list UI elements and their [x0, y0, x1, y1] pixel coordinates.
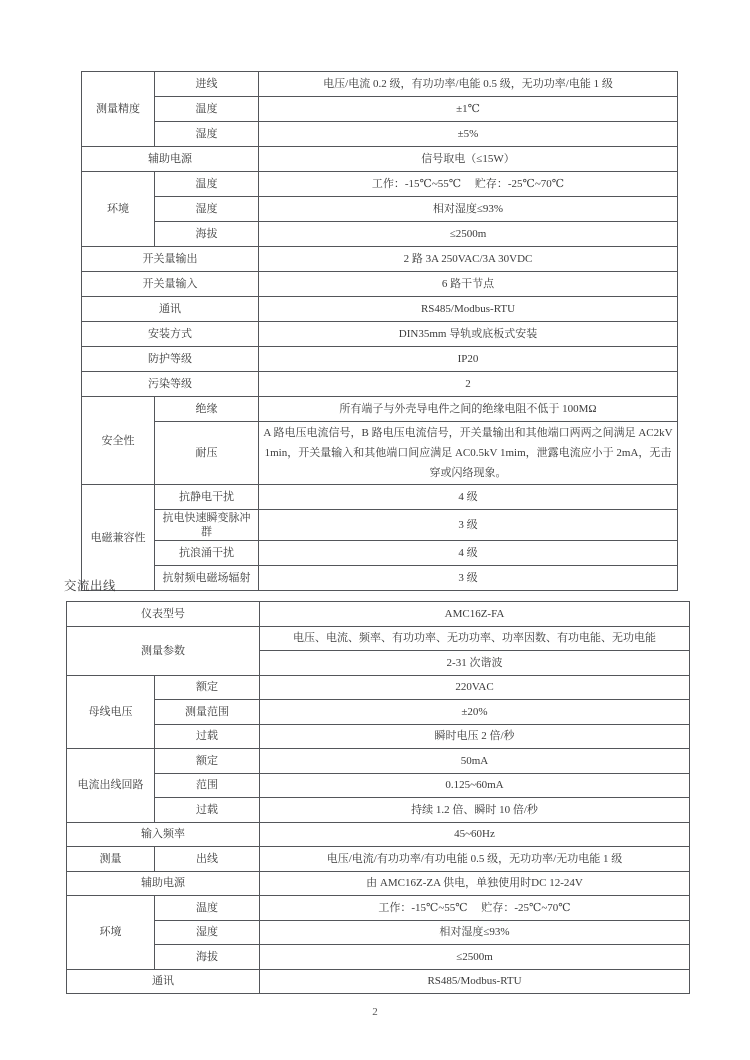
- spec-table-continued: [81, 71, 678, 591]
- cell-value: 电压/电流/有功功率/有功电能 0.5 级，无功功率/无功电能 1 级: [260, 847, 690, 872]
- cell-label: 湿度: [155, 920, 260, 945]
- cell-label: 抗静电干扰: [155, 485, 259, 510]
- cell-value: 相对湿度≤93%: [259, 197, 678, 222]
- table-row: [82, 297, 678, 322]
- table-row: [82, 510, 678, 541]
- table-row: [82, 347, 678, 372]
- cell-label: 进线: [155, 72, 259, 97]
- cell-value: 0.125~60mA: [260, 773, 690, 798]
- table-row: [67, 871, 690, 896]
- cell-label: 电磁兼容性: [82, 485, 155, 591]
- cell-value: 由 AMC16Z-ZA 供电，单独使用时DC 12-24V: [260, 871, 690, 896]
- cell-value: 4 级: [259, 541, 678, 566]
- cell-label: 海拔: [155, 945, 260, 970]
- cell-value: 6 路干节点: [259, 272, 678, 297]
- table-row: [67, 700, 690, 725]
- cell-label: 测量精度: [82, 72, 155, 147]
- cell-label: 辅助电源: [82, 147, 259, 172]
- cell-value: IP20: [259, 347, 678, 372]
- cell-value: ±1℃: [259, 97, 678, 122]
- cell-label: 环境: [67, 896, 155, 970]
- cell-label: 安装方式: [82, 322, 259, 347]
- table-row: [67, 602, 690, 627]
- cell-value: RS485/Modbus-RTU: [260, 969, 690, 994]
- cell-value: ≤2500m: [260, 945, 690, 970]
- table-row: [82, 172, 678, 197]
- table-row: [82, 397, 678, 422]
- cell-label: 耐压: [155, 422, 259, 485]
- cell-label: 污染等级: [82, 372, 259, 397]
- table-row: [67, 969, 690, 994]
- table-row: [67, 798, 690, 823]
- table-row: [67, 847, 690, 872]
- table-row: [67, 920, 690, 945]
- spec-table-2-body: [67, 602, 690, 994]
- cell-label: 环境: [82, 172, 155, 247]
- cell-label: 输入频率: [67, 822, 260, 847]
- cell-label: 出线: [155, 847, 260, 872]
- cell-label: 测量参数: [67, 626, 260, 675]
- cell-value: 50mA: [260, 749, 690, 774]
- cell-label: 温度: [155, 896, 260, 921]
- table-row: [82, 322, 678, 347]
- table-row: [82, 566, 678, 591]
- section-heading-ac-outgoing: 交流出线: [64, 579, 117, 593]
- cell-value: 所有端子与外壳导电件之间的绝缘电阻不低于 100MΩ: [259, 397, 678, 422]
- cell-value: 相对湿度≤93%: [260, 920, 690, 945]
- cell-label: 过载: [155, 724, 260, 749]
- table-row: [82, 197, 678, 222]
- cell-label: 额定: [155, 675, 260, 700]
- cell-label: 额定: [155, 749, 260, 774]
- cell-label: 仪表型号: [67, 602, 260, 627]
- cell-label: 开关量输出: [82, 247, 259, 272]
- cell-label: 抗电快速瞬变脉冲群: [155, 510, 259, 541]
- cell-value: ±20%: [260, 700, 690, 725]
- cell-value: 电压/电流 0.2 级，有功功率/电能 0.5 级，无功功率/电能 1 级: [259, 72, 678, 97]
- cell-value: 45~60Hz: [260, 822, 690, 847]
- cell-label: 抗浪涌干扰: [155, 541, 259, 566]
- cell-label: 温度: [155, 97, 259, 122]
- table-row: [67, 773, 690, 798]
- cell-label: 过载: [155, 798, 260, 823]
- cell-label: 通讯: [67, 969, 260, 994]
- cell-label: 湿度: [155, 122, 259, 147]
- cell-label: 开关量输入: [82, 272, 259, 297]
- cell-value: 4 级: [259, 485, 678, 510]
- cell-value: 2-31 次谐波: [260, 651, 690, 676]
- spec-table-ac-outgoing: [66, 601, 690, 994]
- table-row: [82, 422, 678, 485]
- cell-value: RS485/Modbus-RTU: [259, 297, 678, 322]
- table-row: [82, 247, 678, 272]
- table-row: [67, 749, 690, 774]
- cell-label: 通讯: [82, 297, 259, 322]
- cell-label: 海拔: [155, 222, 259, 247]
- table-row: [82, 485, 678, 510]
- cell-value: 2: [259, 372, 678, 397]
- table-row: [82, 147, 678, 172]
- table-row: [82, 372, 678, 397]
- table-row: [67, 626, 690, 651]
- page-number: 2: [372, 1006, 378, 1018]
- cell-value: 2 路 3A 250VAC/3A 30VDC: [259, 247, 678, 272]
- cell-value: AMC16Z-FA: [260, 602, 690, 627]
- cell-value: 3 级: [259, 566, 678, 591]
- cell-value: DIN35mm 导轨或底板式安装: [259, 322, 678, 347]
- cell-value: 3 级: [259, 510, 678, 541]
- table-row: [67, 896, 690, 921]
- cell-value: 220VAC: [260, 675, 690, 700]
- cell-label: 电流出线回路: [67, 749, 155, 823]
- cell-label: 防护等级: [82, 347, 259, 372]
- cell-value: 工作：-15℃~55℃ 贮存：-25℃~70℃: [260, 896, 690, 921]
- table-row: [82, 72, 678, 97]
- cell-label: 温度: [155, 172, 259, 197]
- table-row: [67, 675, 690, 700]
- cell-value: 瞬时电压 2 倍/秒: [260, 724, 690, 749]
- table-row: [67, 945, 690, 970]
- cell-value: A 路电压电流信号，B 路电压电流信号，开关量输出和其他端口两两之间满足 AC2kV 1min，开关量输入和其他端口间应满足 AC0.5kV 1mim，泄露电流应小于 2mA，无击穿或闪络现象。: [259, 422, 678, 485]
- cell-label: 测量范围: [155, 700, 260, 725]
- spec-table-1-body: [82, 72, 678, 591]
- cell-value: 信号取电（≤15W）: [259, 147, 678, 172]
- cell-label: 抗射频电磁场辐射: [155, 566, 259, 591]
- cell-value: 工作：-15℃~55℃ 贮存：-25℃~70℃: [259, 172, 678, 197]
- table-row: [82, 122, 678, 147]
- table-row: [82, 97, 678, 122]
- cell-label: 辅助电源: [67, 871, 260, 896]
- cell-value: ≤2500m: [259, 222, 678, 247]
- cell-value: 持续 1.2 倍、瞬时 10 倍/秒: [260, 798, 690, 823]
- table-row: [67, 724, 690, 749]
- table-row: [82, 222, 678, 247]
- cell-label: 测量: [67, 847, 155, 872]
- table-row: [82, 541, 678, 566]
- table-row: [67, 822, 690, 847]
- cell-value: 电压、电流、频率、有功功率、无功功率、功率因数、有功电能、无功电能: [260, 626, 690, 651]
- cell-label: 湿度: [155, 197, 259, 222]
- cell-label: 范围: [155, 773, 260, 798]
- cell-label: 绝缘: [155, 397, 259, 422]
- table-row: [82, 272, 678, 297]
- cell-label: 母线电压: [67, 675, 155, 749]
- cell-value: ±5%: [259, 122, 678, 147]
- cell-label: 安全性: [82, 397, 155, 485]
